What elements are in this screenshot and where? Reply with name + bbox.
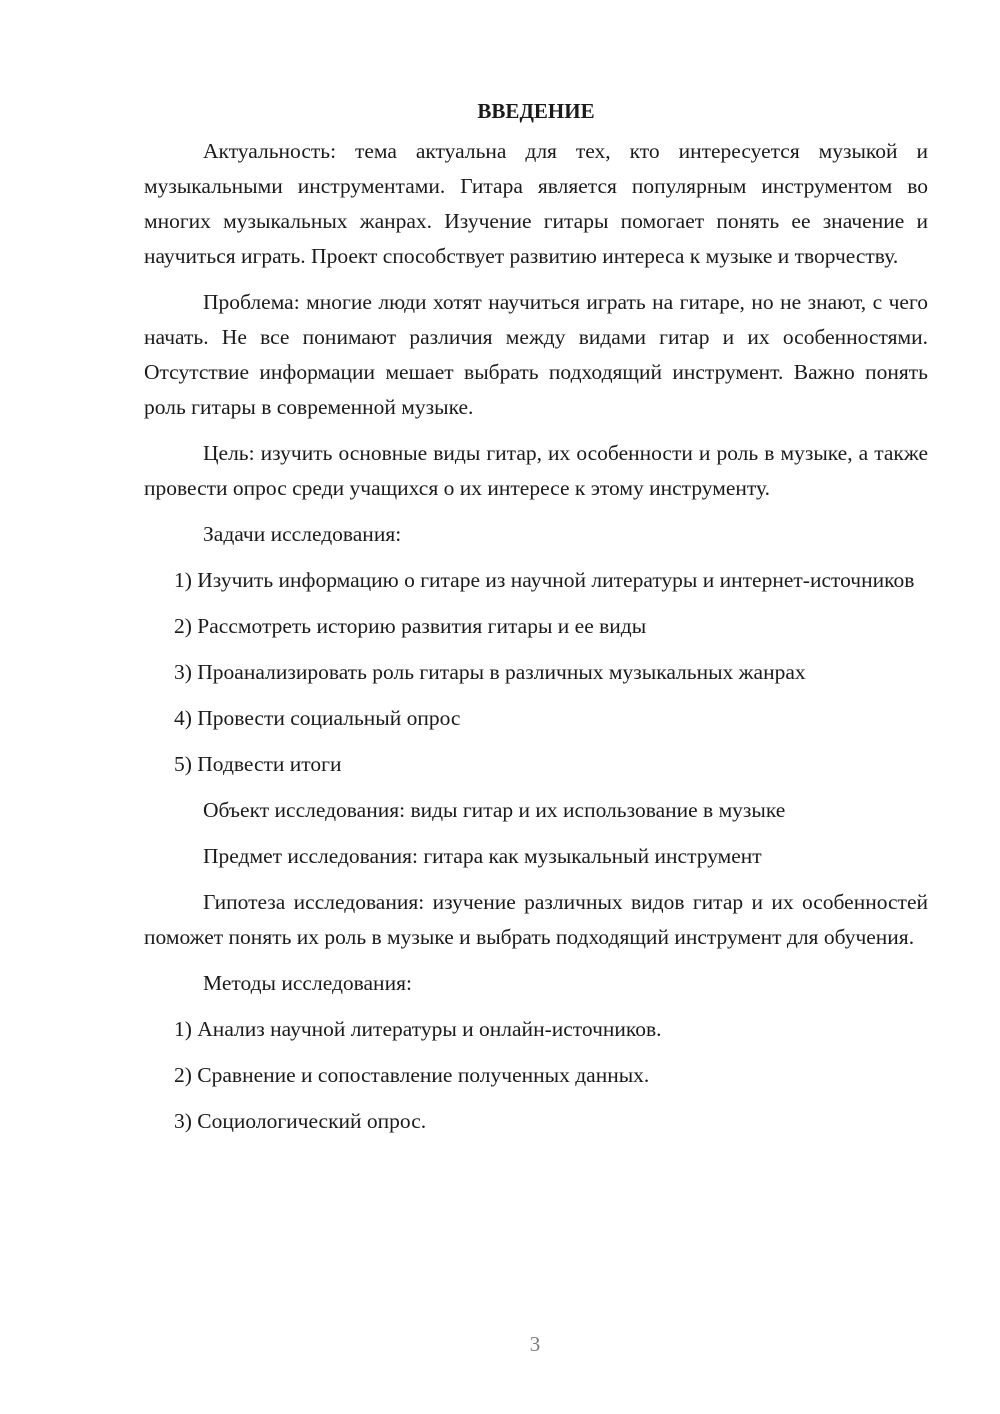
task-item: 3) Проанализировать роль гитары в различных музыкальных жанрах	[174, 660, 806, 684]
task-item: 1) Изучить информацию о гитаре из научной литературы и интернет-источников	[174, 568, 915, 592]
method-item: 2) Сравнение и сопоставление полученных данных.	[174, 1063, 650, 1087]
relevance-paragraph: Актуальность: тема актуальна для тех, кто интересуется музыкой и музыкальными инструментами. Гитара является популярным инструментом во многих музыкальных жанрах. Изучение гитары помогает понять ее значение и научиться играть. Проект способствует развитию интереса к музыке и творчеству.	[144, 139, 928, 268]
hypothesis-paragraph: Гипотеза исследования: изучение различных видов гитар и их особенностей поможет понять их роль в музыке и выбрать подходящий инструмент для обучения.	[144, 890, 928, 949]
task-item: 4) Провести социальный опрос	[174, 706, 461, 730]
tasks-heading: Задачи исследования:	[203, 522, 402, 546]
object-paragraph: Объект исследования: виды гитар и их использование в музыке	[203, 798, 786, 822]
page-number: 3	[529, 1332, 541, 1356]
problem-paragraph: Проблема: многие люди хотят научиться играть на гитаре, но не знают, с чего начать. Не все понимают различия между видами гитар и их особенностями. Отсутствие информации мешает выбрать подходящий инструмент. Важно понять роль гитары в современной музыке.	[144, 290, 928, 419]
task-item: 5) Подвести итоги	[174, 752, 342, 776]
task-item: 2) Рассмотреть историю развития гитары и ее виды	[174, 614, 647, 638]
subject-paragraph: Предмет исследования: гитара как музыкальный инструмент	[203, 844, 762, 868]
method-item: 1) Анализ научной литературы и онлайн-источников.	[174, 1017, 662, 1041]
section-title: ВВЕДЕНИЕ	[477, 99, 595, 123]
goal-paragraph: Цель: изучить основные виды гитар, их особенности и роль в музыке, а также провести опрос среди учащихся о их интересе к этому инструменту.	[144, 441, 928, 500]
methods-heading: Методы исследования:	[203, 971, 412, 995]
method-item: 3) Социологический опрос.	[174, 1109, 427, 1133]
page-body	[144, 96, 928, 1150]
